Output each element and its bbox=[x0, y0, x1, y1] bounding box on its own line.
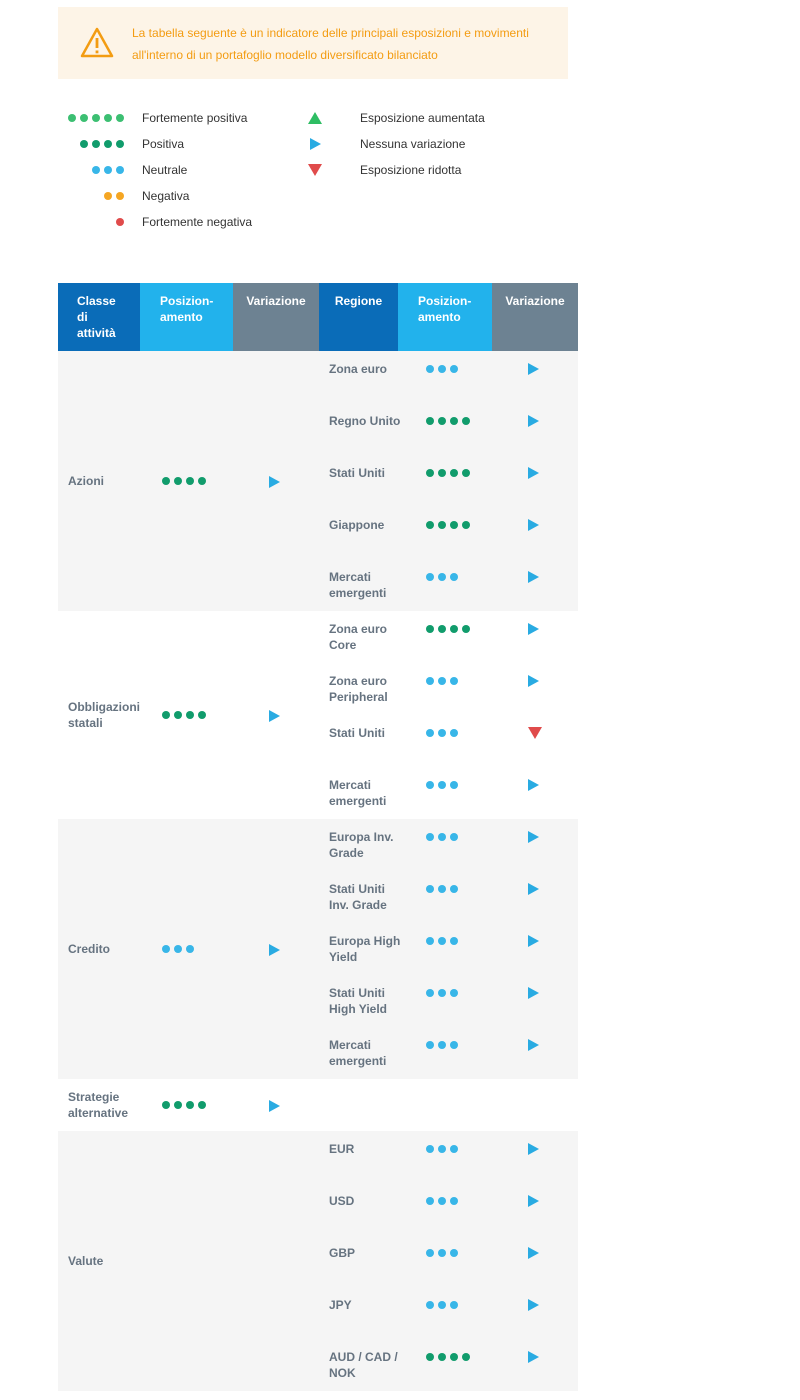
rating-dot bbox=[450, 573, 458, 581]
rating-dot bbox=[438, 573, 446, 581]
rating-dot bbox=[162, 477, 170, 485]
region-rating bbox=[426, 519, 474, 531]
asset-class-label: Credito bbox=[68, 942, 110, 956]
table-row bbox=[319, 455, 578, 507]
legend-rating-dots bbox=[58, 131, 124, 157]
region-rating bbox=[426, 935, 462, 947]
legend bbox=[58, 105, 578, 245]
triangle-right-icon bbox=[528, 831, 539, 843]
legend-change-symbol bbox=[307, 157, 323, 183]
region-rating bbox=[426, 727, 462, 739]
rating-dot bbox=[116, 140, 124, 148]
rating-dot bbox=[426, 729, 434, 737]
table-row bbox=[319, 975, 578, 1027]
header-positioning bbox=[140, 283, 233, 351]
triangle-right-icon bbox=[528, 519, 539, 531]
region-name: Stati Uniti bbox=[329, 726, 385, 740]
rating-dot bbox=[116, 166, 124, 174]
triangle-right-icon bbox=[528, 571, 539, 583]
rating-dot bbox=[174, 945, 182, 953]
triangle-right-icon bbox=[528, 1247, 539, 1259]
rating-dot bbox=[162, 945, 170, 953]
region-rating bbox=[426, 987, 462, 999]
rating-dot bbox=[162, 1101, 170, 1109]
region-rating bbox=[426, 623, 474, 635]
region-change bbox=[528, 363, 539, 375]
region-rating bbox=[426, 1195, 462, 1207]
rating-dot bbox=[450, 729, 458, 737]
rating-dot bbox=[104, 192, 112, 200]
triangle-right-icon bbox=[269, 476, 280, 488]
rating-dot bbox=[426, 469, 434, 477]
region-name: USD bbox=[329, 1194, 355, 1208]
legend-change-symbol bbox=[307, 131, 323, 157]
header-region-change bbox=[492, 283, 578, 351]
triangle-right-icon bbox=[528, 1143, 539, 1155]
legend-rating-label: Positiva bbox=[142, 137, 185, 151]
table-row bbox=[319, 1183, 578, 1235]
region-change bbox=[528, 623, 539, 635]
region-rating bbox=[426, 675, 462, 687]
triangle-right-icon bbox=[528, 1299, 539, 1311]
rating-dot bbox=[450, 989, 458, 997]
rating-dot bbox=[92, 140, 100, 148]
rating-dot bbox=[450, 365, 458, 373]
rating-dot bbox=[116, 114, 124, 122]
triangle-down-icon bbox=[528, 727, 542, 739]
table-row bbox=[319, 611, 578, 663]
legend-rating-dots bbox=[58, 209, 124, 235]
region-name: Zona euro bbox=[329, 362, 388, 376]
rating-dot bbox=[438, 833, 446, 841]
rating-dot bbox=[116, 192, 124, 200]
rating-dot bbox=[450, 521, 458, 529]
header-region-change-label: Variazione bbox=[505, 294, 565, 308]
rating-dot bbox=[426, 677, 434, 685]
rating-dot bbox=[198, 1101, 206, 1109]
rating-dot bbox=[438, 1145, 446, 1153]
triangle-right-icon bbox=[528, 675, 539, 687]
rating-dot bbox=[450, 1301, 458, 1309]
legend-rating-dots bbox=[58, 105, 124, 131]
region-name: EUR bbox=[329, 1142, 355, 1156]
region-rating bbox=[426, 1351, 474, 1363]
asset-class-rating bbox=[162, 941, 198, 957]
table-group bbox=[58, 351, 578, 611]
table-group bbox=[58, 1131, 578, 1391]
triangle-right-icon bbox=[528, 935, 539, 947]
rating-dot bbox=[426, 1145, 434, 1153]
rating-dot bbox=[92, 166, 100, 174]
rating-dot bbox=[438, 1041, 446, 1049]
legend-rating-label: Negativa bbox=[142, 189, 190, 203]
asset-class-label: Valute bbox=[68, 1254, 104, 1268]
rating-dot bbox=[450, 1197, 458, 1205]
rating-dot bbox=[438, 729, 446, 737]
triangle-up-icon bbox=[308, 112, 322, 124]
region-change bbox=[528, 415, 539, 427]
rating-dot bbox=[438, 625, 446, 633]
region-change bbox=[528, 727, 542, 739]
region-name: Stati Uniti Inv. Grade bbox=[329, 882, 387, 912]
region-name: Stati Uniti High Yield bbox=[329, 986, 388, 1016]
table-row bbox=[319, 1131, 578, 1183]
header-asset-class-line: di bbox=[77, 310, 88, 324]
rating-dot bbox=[450, 781, 458, 789]
triangle-right-icon bbox=[528, 883, 539, 895]
region-rating bbox=[426, 1247, 462, 1259]
region-name: Europa High Yield bbox=[329, 934, 401, 964]
warning-icon bbox=[80, 26, 114, 60]
rating-dot bbox=[450, 1249, 458, 1257]
rating-dot bbox=[426, 521, 434, 529]
rating-dot bbox=[462, 417, 470, 425]
triangle-right-icon bbox=[310, 138, 321, 150]
table-row bbox=[319, 663, 578, 715]
table-row bbox=[319, 1027, 578, 1079]
triangle-right-icon bbox=[269, 1100, 280, 1112]
legend-rating-label: Fortemente negativa bbox=[142, 215, 253, 229]
asset-class-change bbox=[269, 942, 280, 958]
table-row bbox=[319, 507, 578, 559]
rating-dot bbox=[80, 114, 88, 122]
notice-text: La tabella seguente è un indicatore delle principali esposizioni e movimenti all'interno di un portafoglio modello diversificato bilanciato bbox=[132, 26, 529, 62]
rating-dot bbox=[174, 1101, 182, 1109]
triangle-right-icon bbox=[528, 1351, 539, 1363]
rating-dot bbox=[438, 1301, 446, 1309]
table-group bbox=[58, 819, 578, 1079]
asset-class-change bbox=[269, 708, 280, 724]
rating-dot bbox=[174, 477, 182, 485]
rating-dot bbox=[426, 365, 434, 373]
legend-change-label: Nessuna variazione bbox=[360, 137, 466, 151]
triangle-right-icon bbox=[528, 779, 539, 791]
header-asset-class bbox=[58, 283, 140, 351]
region-name: GBP bbox=[329, 1246, 356, 1260]
rating-dot bbox=[104, 140, 112, 148]
region-name: JPY bbox=[329, 1298, 352, 1312]
region-change bbox=[528, 987, 539, 999]
table-row bbox=[319, 871, 578, 923]
table-row bbox=[319, 559, 578, 611]
table-row bbox=[319, 1235, 578, 1287]
header-change bbox=[233, 283, 319, 351]
rating-dot bbox=[438, 781, 446, 789]
rating-dot bbox=[426, 1041, 434, 1049]
rating-dot bbox=[198, 711, 206, 719]
asset-class-label: Strategie alternative bbox=[68, 1090, 129, 1120]
legend-rating-item bbox=[58, 183, 298, 209]
legend-rating-label: Fortemente positiva bbox=[142, 111, 248, 125]
notice-box bbox=[58, 7, 568, 79]
rating-dot bbox=[438, 937, 446, 945]
region-rating bbox=[426, 831, 462, 843]
rating-dot bbox=[198, 477, 206, 485]
rating-dot bbox=[450, 677, 458, 685]
rating-dot bbox=[426, 417, 434, 425]
rating-dot bbox=[68, 114, 76, 122]
rating-dot bbox=[438, 1197, 446, 1205]
allocation-table bbox=[58, 283, 578, 1391]
table-header bbox=[58, 283, 578, 351]
rating-dot bbox=[462, 469, 470, 477]
rating-dot bbox=[438, 365, 446, 373]
rating-dot bbox=[92, 114, 100, 122]
region-name: Zona euro Peripheral bbox=[329, 674, 388, 704]
header-region-positioning bbox=[398, 283, 492, 351]
rating-dot bbox=[450, 885, 458, 893]
legend-rating-dots bbox=[58, 183, 124, 209]
rating-dot bbox=[438, 469, 446, 477]
rating-dot bbox=[438, 677, 446, 685]
legend-rating-item bbox=[58, 209, 298, 235]
table-group bbox=[58, 1079, 578, 1131]
rating-dot bbox=[450, 937, 458, 945]
rating-dot bbox=[116, 218, 124, 226]
region-change bbox=[528, 1039, 539, 1051]
rating-dot bbox=[438, 885, 446, 893]
table-group bbox=[58, 611, 578, 819]
rating-dot bbox=[438, 521, 446, 529]
region-name: Europa Inv. Grade bbox=[329, 830, 394, 860]
rating-dot bbox=[438, 989, 446, 997]
asset-class-label: Azioni bbox=[68, 474, 104, 488]
asset-class-label: Obbligazioni statali bbox=[68, 700, 140, 730]
region-name: Giappone bbox=[329, 518, 385, 532]
table-row bbox=[319, 767, 578, 819]
asset-class-rating bbox=[162, 1097, 210, 1113]
triangle-right-icon bbox=[528, 467, 539, 479]
header-change-label: Variazione bbox=[246, 294, 306, 308]
triangle-right-icon bbox=[528, 363, 539, 375]
rating-dot bbox=[426, 573, 434, 581]
header-region-label: Regione bbox=[334, 294, 383, 308]
region-change bbox=[528, 1351, 539, 1363]
region-rating bbox=[426, 467, 474, 479]
region-rating bbox=[426, 883, 462, 895]
region-change bbox=[528, 779, 539, 791]
region-name: Stati Uniti bbox=[329, 466, 385, 480]
table-row bbox=[319, 819, 578, 871]
rating-dot bbox=[462, 1353, 470, 1361]
rating-dot bbox=[438, 417, 446, 425]
asset-class-rating bbox=[162, 473, 210, 489]
region-name: Mercati emergenti bbox=[329, 778, 387, 808]
region-rating bbox=[426, 415, 474, 427]
region-rating bbox=[426, 779, 462, 791]
triangle-right-icon bbox=[528, 1039, 539, 1051]
header-region-positioning-line: amento bbox=[418, 310, 461, 324]
rating-dot bbox=[186, 477, 194, 485]
table-body bbox=[58, 351, 578, 1391]
region-change bbox=[528, 519, 539, 531]
rating-dot bbox=[450, 625, 458, 633]
header-region-positioning-line: Posizion- bbox=[418, 294, 472, 308]
triangle-right-icon bbox=[528, 987, 539, 999]
region-change bbox=[528, 935, 539, 947]
region-rating bbox=[426, 1299, 462, 1311]
header-positioning-line: amento bbox=[160, 310, 203, 324]
rating-dot bbox=[174, 711, 182, 719]
region-change bbox=[528, 831, 539, 843]
table-row bbox=[319, 923, 578, 975]
region-change bbox=[528, 883, 539, 895]
triangle-down-icon bbox=[308, 164, 322, 176]
rating-dot bbox=[426, 1197, 434, 1205]
rating-dot bbox=[104, 114, 112, 122]
rating-dot bbox=[426, 1353, 434, 1361]
legend-rating-dots bbox=[58, 157, 124, 183]
region-name: Mercati emergenti bbox=[329, 1038, 387, 1068]
region-rating bbox=[426, 1039, 462, 1051]
table-row bbox=[319, 1339, 578, 1391]
rating-dot bbox=[450, 833, 458, 841]
rating-dot bbox=[186, 711, 194, 719]
rating-dot bbox=[426, 989, 434, 997]
rating-dot bbox=[426, 625, 434, 633]
region-rating bbox=[426, 571, 462, 583]
legend-change-symbol bbox=[307, 105, 323, 131]
region-change bbox=[528, 1143, 539, 1155]
rating-dot bbox=[186, 1101, 194, 1109]
legend-change-label: Esposizione ridotta bbox=[360, 163, 462, 177]
region-rating bbox=[426, 363, 462, 375]
triangle-right-icon bbox=[269, 944, 280, 956]
triangle-right-icon bbox=[528, 415, 539, 427]
region-change bbox=[528, 1195, 539, 1207]
region-change bbox=[528, 1299, 539, 1311]
legend-rating-item bbox=[58, 131, 298, 157]
rating-dot bbox=[450, 1353, 458, 1361]
rating-dot bbox=[462, 521, 470, 529]
rating-dot bbox=[104, 166, 112, 174]
header-positioning-line: Posizion- bbox=[160, 294, 214, 308]
rating-dot bbox=[186, 945, 194, 953]
rating-dot bbox=[438, 1353, 446, 1361]
region-change bbox=[528, 571, 539, 583]
triangle-right-icon bbox=[528, 623, 539, 635]
table-row bbox=[319, 403, 578, 455]
triangle-right-icon bbox=[269, 710, 280, 722]
rating-dot bbox=[462, 625, 470, 633]
table-row bbox=[319, 715, 578, 767]
rating-dot bbox=[438, 1249, 446, 1257]
table-row bbox=[319, 351, 578, 403]
region-change bbox=[528, 675, 539, 687]
header-asset-class-line: attività bbox=[77, 326, 116, 340]
rating-dot bbox=[426, 781, 434, 789]
region-name: Zona euro Core bbox=[329, 622, 388, 652]
asset-class-rating bbox=[162, 707, 210, 723]
region-change bbox=[528, 467, 539, 479]
region-change bbox=[528, 1247, 539, 1259]
region-name: Mercati emergenti bbox=[329, 570, 387, 600]
asset-class-change bbox=[269, 474, 280, 490]
rating-dot bbox=[162, 711, 170, 719]
table-row bbox=[319, 1287, 578, 1339]
region-rating bbox=[426, 1143, 462, 1155]
rating-dot bbox=[80, 140, 88, 148]
rating-dot bbox=[450, 1041, 458, 1049]
legend-rating-label: Neutrale bbox=[142, 163, 188, 177]
region-name: Regno Unito bbox=[329, 414, 401, 428]
triangle-right-icon bbox=[528, 1195, 539, 1207]
legend-change-label: Esposizione aumentata bbox=[360, 111, 485, 125]
region-name: AUD / CAD / NOK bbox=[329, 1350, 398, 1380]
rating-dot bbox=[450, 417, 458, 425]
rating-dot bbox=[426, 885, 434, 893]
legend-rating-item bbox=[58, 157, 298, 183]
header-region bbox=[319, 283, 398, 351]
rating-dot bbox=[450, 1145, 458, 1153]
rating-dot bbox=[426, 937, 434, 945]
asset-class-change bbox=[269, 1098, 280, 1114]
header-asset-class-line: Classe bbox=[77, 294, 116, 308]
rating-dot bbox=[426, 1249, 434, 1257]
rating-dot bbox=[426, 833, 434, 841]
rating-dot bbox=[426, 1301, 434, 1309]
legend-rating-item bbox=[58, 105, 298, 131]
rating-dot bbox=[450, 469, 458, 477]
